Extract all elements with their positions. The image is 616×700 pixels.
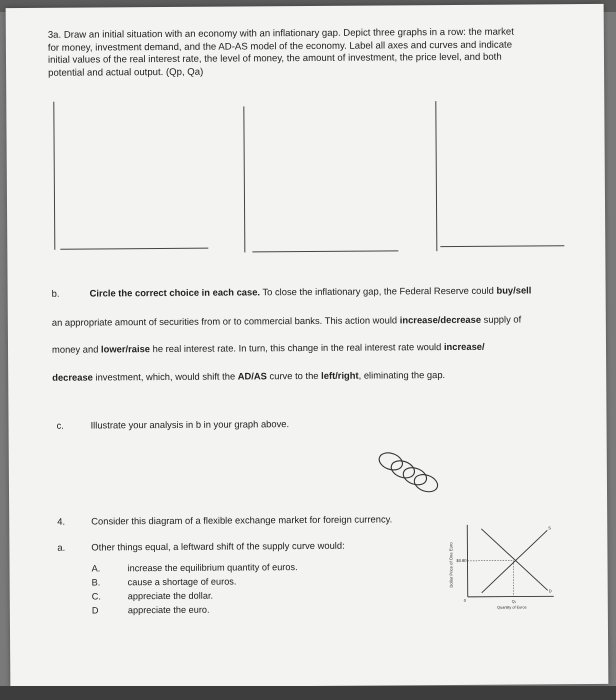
question-4a-text: Other things equal, a leftward shift of the supply curve would: [91,539,345,553]
choice-lower-raise[interactable]: lower/raise [100,343,151,355]
sentence-text: an appropriate amount of securities from or to commercial banks. This action would [51,314,400,328]
fx-supply-curve [481,530,547,592]
question-4-number: 4. [57,515,66,527]
option-text: appreciate the euro. [127,604,210,616]
fx-market-diagram [441,520,560,617]
question-3b-line-2 [52,313,521,329]
option-letter: A. [91,563,101,574]
fx-y-axis-label: Dollar Price of One Euro [448,542,454,588]
fx-x-axis [468,596,554,597]
graph-1-y-axis [53,102,55,250]
sentence-text: curve to the [266,369,322,382]
question-3a-line: potential and actual output. (Qp, Qa) [48,66,204,79]
question-3b-line-3 [52,340,485,356]
question-4a-label: a. [57,541,66,553]
option-letter: B. [91,577,101,588]
question-3a-line: initial values of the real interest rate, the level of money, the amount of investment, the price level, and both [47,51,502,66]
sentence-text: he real interest rate. In turn, this change in the real interest rate would [149,341,444,355]
option-letter: C. [91,591,101,602]
option-letter: D [91,605,99,616]
graph-1-x-axis [60,248,208,250]
question-3a [48,26,568,80]
graph-3-x-axis [440,245,564,247]
option-text: appreciate the dollar. [127,590,214,602]
worksheet-page [6,4,609,688]
question-3c-label: c. [56,419,64,431]
question-3b-label: b. [51,287,60,299]
graph-2-y-axis [243,106,245,252]
sentence-text: To close the inflationary gap, the Federal Reserve could [259,284,497,298]
fx-demand-curve [481,528,547,590]
instruction-text: Circle the correct choice in each case. [89,286,261,299]
fx-demand-label: D [548,588,552,594]
question-3a-line: 3a. Draw an initial situation with an economy with an inflationary gap. Depict three graphs in a row: the market [47,26,514,41]
question-4-prompt: Consider this diagram of a flexible exchange market for foreign currency. [91,513,393,527]
sentence-text: , eliminating the gap. [358,369,446,381]
question-3a-line: for money, investment demand, and the AD-AS model of the economy. Label all axes and curves and indicate [47,39,513,54]
fx-x-axis-label: Quantity of Euros [497,605,527,610]
choice-left-right[interactable]: left/right [321,369,359,381]
choice-decrease[interactable]: decrease [52,371,93,383]
graph-2-x-axis [252,250,398,252]
choice-increase[interactable]: increase/ [443,340,485,353]
fx-supply-label: S [548,525,551,531]
sentence-text: money and [51,343,102,355]
fx-price-tick: $0.80 [456,557,467,563]
rings-doodle-icon [369,445,449,500]
fx-origin-label: 0 [463,597,467,603]
sentence-text: supply of [481,313,522,325]
question-3b-line-4 [52,368,445,384]
option-text: cause a shortage of euros. [127,576,237,588]
choice-ad-as[interactable]: AD/AS [237,370,267,382]
choice-increase-decrease[interactable]: increase/decrease [399,313,482,326]
graph-3-y-axis [435,101,437,251]
option-text: increase the equilibrium quantity of euros. [127,562,298,574]
question-3c-text: Illustrate your analysis in b in your graph above. [90,418,290,431]
question-3b-line-1 [90,283,532,299]
choice-buy-sell[interactable]: buy/sell [496,284,532,296]
background-bottom-edge [0,686,616,700]
fx-quantity-tick: Q₁ [511,599,517,604]
sentence-text: investment, which, would shift the [92,370,238,383]
